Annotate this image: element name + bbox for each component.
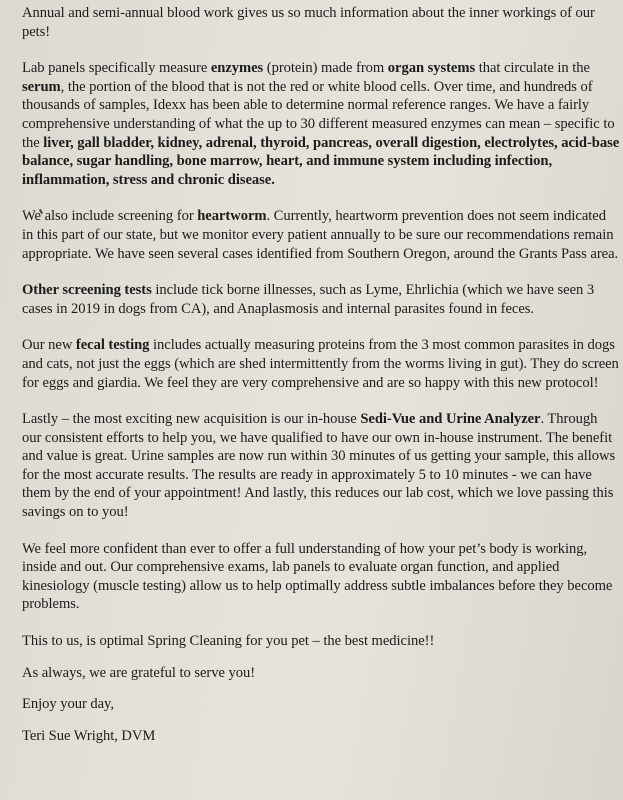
term-other-screening-tests: Other screening tests	[22, 282, 152, 299]
signature: Teri Sue Wright, DVM	[22, 727, 156, 744]
paragraph-spring-cleaning: This to us, is optimal Spring Cleaning for you pet – the best medicine!!	[22, 633, 435, 650]
paragraph-grateful: As always, we are grateful to serve you!	[22, 664, 256, 681]
paragraph-lab-panels: Lab panels specifically measure enzymes (protein) made from organ systems that circulate in the serum, the portion of the blood that is not the red or white blood cells. Over time, and hundreds of thousands of samples, Idexx has been able to determine normal reference ranges. We have a fairly comprehensive understanding of what the up to 30 different measured enzymes can mean – specific to the liver, gall bladder, kidney, adrenal, thyroid, pancreas, overall digestion, electrolytes, acid-base balance, sugar handling, bone marrow, heart, and immune system including infection, inflammation, stress and chronic disease.	[22, 60, 620, 188]
term-sedi-vue: Sedi-Vue and Urine Analyzer	[360, 411, 541, 428]
term-organ-list: liver, gall bladder, kidney, adrenal, thyroid, pancreas, overall digestion, electrolytes, acid-base balance, sugar handling, bone marrow, heart, and immune system including infection, inflammation, stress and chronic disease.	[22, 134, 620, 188]
letter-body	[22, 4, 620, 763]
term-serum: serum	[22, 78, 61, 95]
term-heartworm: heartworm	[197, 208, 267, 225]
paragraph-fecal-testing: Our new fecal testing includes actually measuring proteins from the 3 most common parasites in dogs and cats, not just the eggs (which are shed intermittently from the worms living in gut). They do screen for eggs and giardia. We feel they are very comprehensive and are so happy with this new protocol!	[22, 337, 619, 391]
paragraph-intro: Annual and semi-annual blood work gives us so much information about the inner workings of our pets!	[22, 5, 595, 40]
paragraph-urine-analyzer: Lastly – the most exciting new acquisition is our in-house Sedi-Vue and Urine Analyzer. Through our consistent efforts to help you, we have qualified to have our own in-house instrument. The benefit and value is great. Urine samples are now run within 30 minutes of us getting your sample, this allows for the most accurate results. The results are ready in approximately 5 to 10 minutes - we can have them by the end of your appointment! And lastly, this reduces our lab cost, which we love passing this savings on to you!	[22, 411, 616, 521]
paragraph-confidence: We feel more confident than ever to offer a full understanding of how your pet’s body is working, inside and out. Our comprehensive exams, lab panels to evaluate organ function, and applied kinesiology (muscle testing) allow us to help optimally address subtle imbalances before they become problems.	[22, 540, 613, 613]
paragraph-heartworm: We also include screening for heartworm. Currently, heartworm prevention does not seem indicated in this part of our state, but we monitor every patient annually to be sure our recommendations remain appropriate. We have seen several cases identified from Southern Oregon, around the Grants Pass area.	[22, 208, 619, 262]
term-enzymes: enzymes	[210, 60, 264, 77]
paragraph-other-screening: Other screening tests include tick borne illnesses, such as Lyme, Ehrlichia (which we have seen 3 cases in 2019 in dogs from CA), and Anaplasmosis and internal parasites found in feces.	[22, 282, 595, 317]
paragraph-closing: Enjoy your day,	[22, 696, 114, 713]
term-fecal-testing: fecal testing	[75, 337, 150, 354]
term-organ-systems: organ systems	[387, 60, 476, 77]
